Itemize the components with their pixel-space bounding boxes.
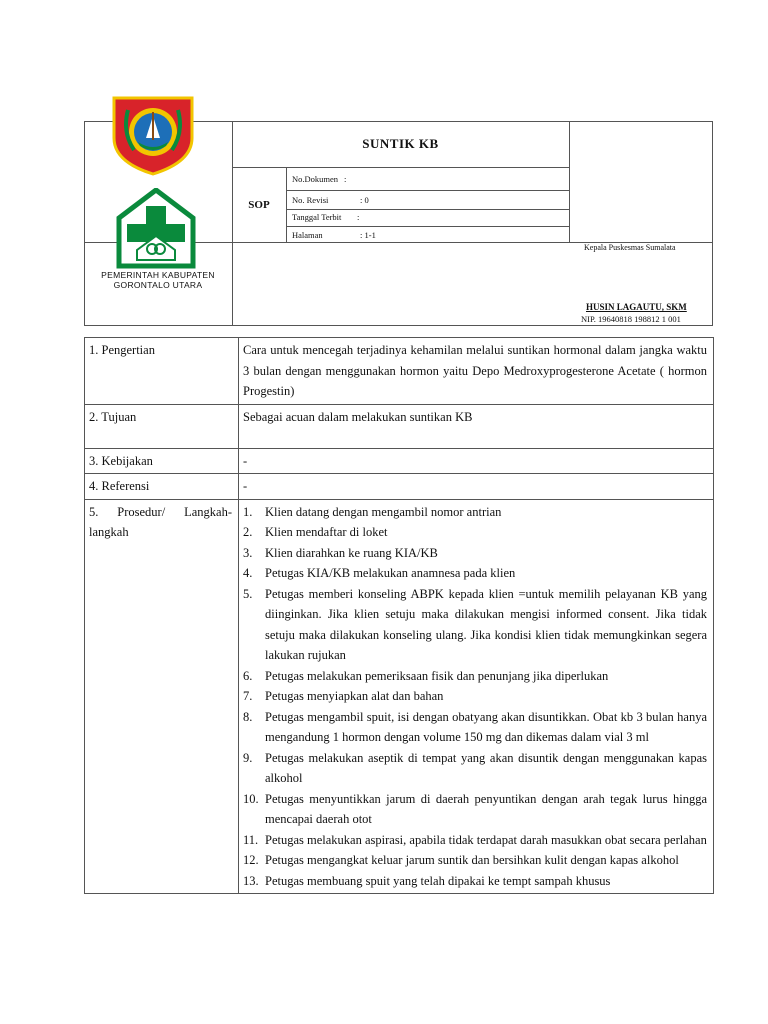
meta-value-tanggal-terbit: :: [357, 212, 360, 222]
list-item: [243, 871, 707, 892]
step-text: Petugas membuang spuit yang telah dipakai ke tempt sampah khusus: [265, 873, 611, 888]
step-text: Petugas menyuntikkan jarum di daerah penyuntikan dengan arah tegak lurus hingga mencapai daerah otot: [265, 791, 707, 826]
list-item: [243, 543, 707, 564]
section-label-prosedur: 5. Prosedur/ Langkah-langkah: [85, 499, 239, 894]
document-title: SUNTIK KB: [362, 136, 439, 151]
step-number: 7.: [243, 689, 253, 703]
section-steps-prosedur: [239, 499, 714, 894]
step-number: 3.: [243, 545, 253, 560]
signer-title: Kepala Puskesmas Sumalata: [584, 243, 676, 252]
list-item: [243, 830, 707, 851]
organization-line-1: PEMERINTAH KABUPATEN: [101, 270, 215, 280]
step-number: 4.: [243, 566, 253, 580]
step-text: Klien diarahkan ke ruang KIA/KB: [265, 545, 438, 560]
divider: [286, 190, 569, 191]
list-item: [243, 707, 707, 748]
meta-value-no-dokumen: :: [344, 174, 347, 184]
list-item: [243, 563, 707, 584]
step-number: 13.: [243, 873, 259, 888]
list-item: [243, 522, 707, 543]
step-text: Petugas melakukan pemeriksaan fisik dan penunjang jika diperlukan: [265, 668, 609, 683]
step-number: 8.: [243, 709, 253, 724]
section-text-tujuan: Sebagai acuan dalam melakukan suntikan KB: [239, 404, 714, 448]
divider: [286, 209, 569, 210]
step-text: Klien mendaftar di loket: [265, 525, 388, 539]
meta-label-tanggal-terbit: Tanggal Terbit: [292, 212, 342, 222]
divider: [286, 226, 569, 227]
table-row: [85, 474, 714, 500]
organization-name: [84, 270, 232, 290]
divider: [569, 121, 570, 243]
step-text: Petugas memberi konseling ABPK kepada klien =untuk memilih pelayanan KB yang diinginkan. Jika klien setuju maka dilakukan mengisi informed consent. Jika tidak setuju maka dilakukan konseling ulang. Jika kondisi klien tidak memungkinkan segera lakukan rujukan: [265, 586, 707, 662]
step-number: 6.: [243, 668, 253, 683]
meta-value-halaman: : 1-1: [360, 230, 376, 240]
table-row: [85, 404, 714, 448]
sop-content-table: [84, 337, 714, 894]
procedure-steps-list: [243, 502, 707, 892]
section-text-kebijakan: -: [239, 448, 714, 474]
table-row: [85, 448, 714, 474]
list-item: [243, 850, 707, 871]
meta-label-no-dokumen: No.Dokumen: [292, 174, 339, 184]
regency-emblem-icon: [108, 92, 198, 178]
list-item: [243, 584, 707, 666]
step-number: 2.: [243, 525, 253, 539]
step-text: Petugas menyiapkan alat dan bahan: [265, 689, 444, 703]
list-item: [243, 748, 707, 789]
step-number: 9.: [243, 750, 253, 765]
meta-label-halaman: Halaman: [292, 230, 323, 240]
sop-label: SOP: [248, 198, 270, 211]
section-text-pengertian: Cara untuk mencegah terjadinya kehamilan melalui suntikan hormonal dalam jangka waktu 3 bulan dengan menggunakan hormon yaitu Depo Medroxyprogesterone Acetate ( hormon Progestin): [239, 338, 714, 405]
step-text: Petugas mengambil spuit, isi dengan obatyang akan disuntikkan. Obat kb 3 bulan hanya mengandung 1 hormon dengan volume 150 mg dan dikemas dalam vial 3 ml: [265, 709, 707, 744]
signer-nip: NIP. 19640818 198812 1 001: [581, 314, 681, 324]
step-text: Petugas melakukan aseptik di tempat yang akan disuntik dengan menggunakan kapas alkohol: [265, 750, 707, 785]
step-text: Petugas KIA/KB melakukan anamnesa pada klien: [265, 566, 516, 580]
list-item: [243, 666, 707, 687]
section-label-referensi: 4. Referensi: [85, 474, 239, 500]
section-text-referensi: -: [239, 474, 714, 500]
step-number: 12.: [243, 853, 259, 867]
step-number: 5.: [243, 586, 253, 601]
signer-name: HUSIN LAGAUTU, SKM: [586, 302, 687, 312]
list-item: [243, 502, 707, 523]
puskesmas-logo-icon: [115, 188, 197, 270]
table-row: [85, 338, 714, 405]
section-label-kebijakan: 3. Kebijakan: [85, 448, 239, 474]
table-row: [85, 499, 714, 894]
step-number: 1.: [243, 504, 253, 519]
divider: [286, 167, 287, 242]
step-text: Petugas melakukan aspirasi, apabila tidak terdapat darah masukkan obat secara perlahan: [265, 832, 707, 847]
section-label-pengertian: 1. Pengertian: [85, 338, 239, 405]
meta-label-no-revisi: No. Revisi: [292, 195, 329, 205]
step-number: 10.: [243, 791, 259, 806]
list-item: [243, 686, 707, 707]
step-text: Klien datang dengan mengambil nomor antrian: [265, 504, 502, 519]
organization-line-2: GORONTALO UTARA: [113, 280, 203, 290]
section-label-tujuan: 2. Tujuan: [85, 404, 239, 448]
step-text: Petugas mengangkat keluar jarum suntik dan bersihkan kulit dengan kapas alkohol: [265, 853, 679, 867]
meta-value-no-revisi: : 0: [360, 195, 369, 205]
step-number: 11.: [243, 832, 259, 847]
list-item: [243, 789, 707, 830]
